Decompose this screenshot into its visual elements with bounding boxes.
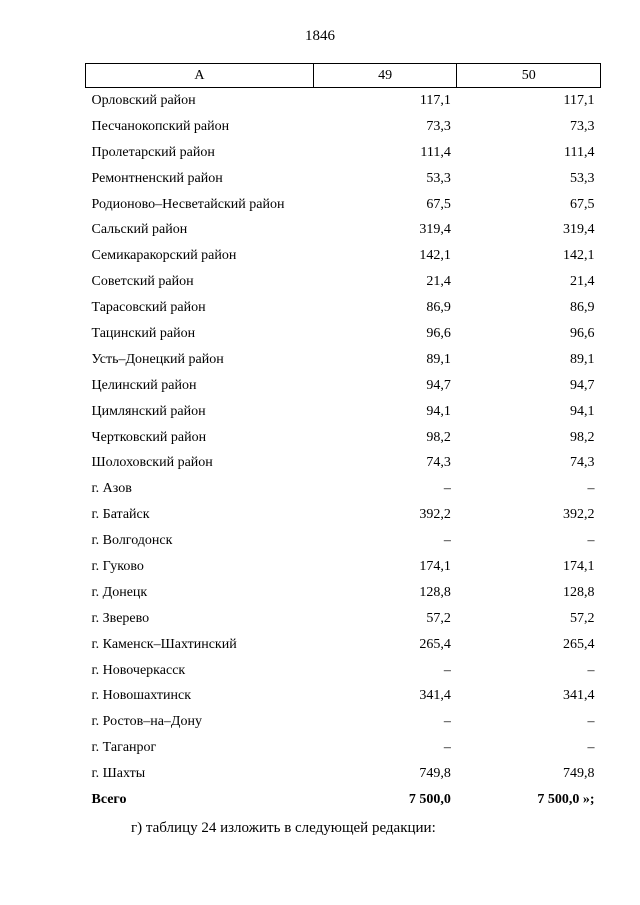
row-name-cell: Цимлянский район [91, 403, 206, 419]
row-value-49-cell: 7 500,0 [408, 791, 451, 807]
row-name-cell: г. Донецк [91, 584, 148, 600]
row-value-49-cell: 128,8 [419, 584, 451, 600]
row-value-50-cell: 98,2 [570, 429, 595, 445]
row-value-50-cell: 96,6 [570, 325, 595, 341]
row-name-cell: г. Волгодонск [91, 533, 173, 549]
header-column-a: А [86, 64, 314, 88]
row-value-50-cell: 111,4 [564, 144, 595, 160]
row-value-50-cell: 86,9 [570, 300, 595, 316]
row-name-cell: Семикаракорский район [91, 248, 237, 264]
row-name-cell: Ремонтненский район [91, 170, 223, 186]
table-total-row [86, 787, 601, 813]
row-value-50-cell: 53,3 [570, 170, 595, 186]
row-value-50-cell: 73,3 [570, 118, 595, 134]
row-value-49-cell: 94,7 [426, 377, 451, 393]
row-name-cell: Чертковский район [91, 429, 207, 445]
table-row [86, 114, 601, 140]
table-body [86, 88, 601, 813]
table-row [86, 269, 601, 295]
header-column-50: 50 [457, 64, 601, 88]
row-value-50-cell: 142,1 [563, 248, 595, 264]
row-name-cell: Орловский район [91, 92, 196, 108]
row-value-50-cell: 94,7 [570, 377, 595, 393]
row-name-cell: Пролетарский район [91, 144, 215, 160]
row-name-cell: Тарасовский район [91, 300, 206, 316]
row-value-49-cell: – [443, 481, 451, 497]
row-name-cell: Шолоховский район [91, 455, 213, 471]
row-value-49-cell: 98,2 [426, 429, 451, 445]
table-row [86, 425, 601, 451]
data-table [85, 63, 601, 813]
row-value-49-cell: 265,4 [419, 636, 451, 652]
table-row [86, 88, 601, 114]
row-name-cell: Песчанокопский район [91, 118, 230, 134]
table-row [86, 140, 601, 166]
table-row [86, 192, 601, 218]
row-name-cell: г. Шахты [91, 766, 146, 782]
row-value-49-cell: 73,3 [426, 118, 451, 134]
row-value-49-cell: 89,1 [426, 351, 451, 367]
row-name-cell: Всего [91, 791, 127, 807]
row-value-49-cell: 319,4 [419, 222, 451, 238]
footer-note: г) таблицу 24 изложить в следующей редакции: [131, 820, 436, 836]
table-row [86, 243, 601, 269]
table-row [86, 735, 601, 761]
table-row [86, 580, 601, 606]
row-name-cell: Родионово–Несветайский район [91, 196, 285, 212]
table-row [86, 683, 601, 709]
row-value-50-cell: 57,2 [570, 610, 595, 626]
row-value-49-cell: – [443, 740, 451, 756]
row-name-cell: г. Батайск [91, 507, 150, 523]
table-row [86, 399, 601, 425]
page-number: 1846 [305, 28, 335, 44]
row-name-cell: г. Гуково [91, 558, 144, 574]
row-value-49-cell: 94,1 [426, 403, 451, 419]
row-value-50-cell: 117,1 [563, 92, 595, 108]
table-row [86, 528, 601, 554]
table-row [86, 761, 601, 787]
row-value-50-cell: 7 500,0 »; [537, 791, 595, 807]
row-name-cell: Целинский район [91, 377, 197, 393]
table-row [86, 606, 601, 632]
row-value-49-cell: 96,6 [426, 325, 451, 341]
row-value-49-cell: – [443, 662, 451, 678]
row-value-50-cell: 128,8 [563, 584, 595, 600]
table-row [86, 709, 601, 735]
row-value-49-cell: 749,8 [419, 766, 451, 782]
row-value-50-cell: – [587, 481, 595, 497]
table-row [86, 347, 601, 373]
row-value-50-cell: 67,5 [570, 196, 595, 212]
table-row [86, 295, 601, 321]
row-value-50-cell: 319,4 [563, 222, 595, 238]
row-name-cell: г. Новошахтинск [91, 688, 192, 704]
row-value-49-cell: – [443, 714, 451, 730]
row-value-49-cell: 74,3 [426, 455, 451, 471]
row-value-50-cell: 94,1 [570, 403, 595, 419]
row-value-50-cell: 21,4 [570, 274, 595, 290]
row-name-cell: г. Азов [91, 481, 132, 497]
row-value-50-cell: 174,1 [563, 558, 595, 574]
row-value-50-cell: 265,4 [563, 636, 595, 652]
table-row [86, 476, 601, 502]
row-value-49-cell: 392,2 [419, 507, 451, 523]
row-value-49-cell: 341,4 [419, 688, 451, 704]
row-value-50-cell: – [587, 533, 595, 549]
table-row [86, 450, 601, 476]
row-name-cell: г. Ростов–на–Дону [91, 714, 202, 730]
row-name-cell: г. Зверево [91, 610, 150, 626]
row-value-50-cell: 392,2 [563, 507, 595, 523]
table-row [86, 321, 601, 347]
row-value-50-cell: – [587, 714, 595, 730]
row-value-49-cell: 174,1 [419, 558, 451, 574]
row-name-cell: Усть–Донецкий район [91, 351, 224, 367]
header-column-49: 49 [313, 64, 457, 88]
row-value-49-cell: 111,4 [420, 144, 451, 160]
table-row [86, 166, 601, 192]
row-name-cell: г. Таганрог [91, 740, 157, 756]
row-value-49-cell: 142,1 [419, 248, 451, 264]
row-name-cell: г. Новочеркасск [91, 662, 186, 678]
table-row [86, 632, 601, 658]
row-value-50-cell: 74,3 [570, 455, 595, 471]
row-value-49-cell: – [443, 533, 451, 549]
row-value-49-cell: 117,1 [419, 92, 451, 108]
row-value-50-cell: 89,1 [570, 351, 595, 367]
row-value-49-cell: 67,5 [426, 196, 451, 212]
row-name-cell: Советский район [91, 274, 194, 290]
row-value-49-cell: 86,9 [426, 300, 451, 316]
row-value-50-cell: 341,4 [563, 688, 595, 704]
table-row [86, 502, 601, 528]
table-row [86, 217, 601, 243]
row-value-50-cell: – [587, 740, 595, 756]
row-value-49-cell: 57,2 [426, 610, 451, 626]
table-header-row [86, 64, 601, 88]
row-name-cell: Сальский район [91, 222, 188, 238]
row-value-49-cell: 53,3 [426, 170, 451, 186]
table-row [86, 373, 601, 399]
row-name-cell: Тацинский район [91, 325, 196, 341]
row-value-49-cell: 21,4 [426, 274, 451, 290]
table-row [86, 658, 601, 684]
row-value-50-cell: – [587, 662, 595, 678]
table-row [86, 554, 601, 580]
row-value-50-cell: 749,8 [563, 766, 595, 782]
row-name-cell: г. Каменск–Шахтинский [91, 636, 237, 652]
